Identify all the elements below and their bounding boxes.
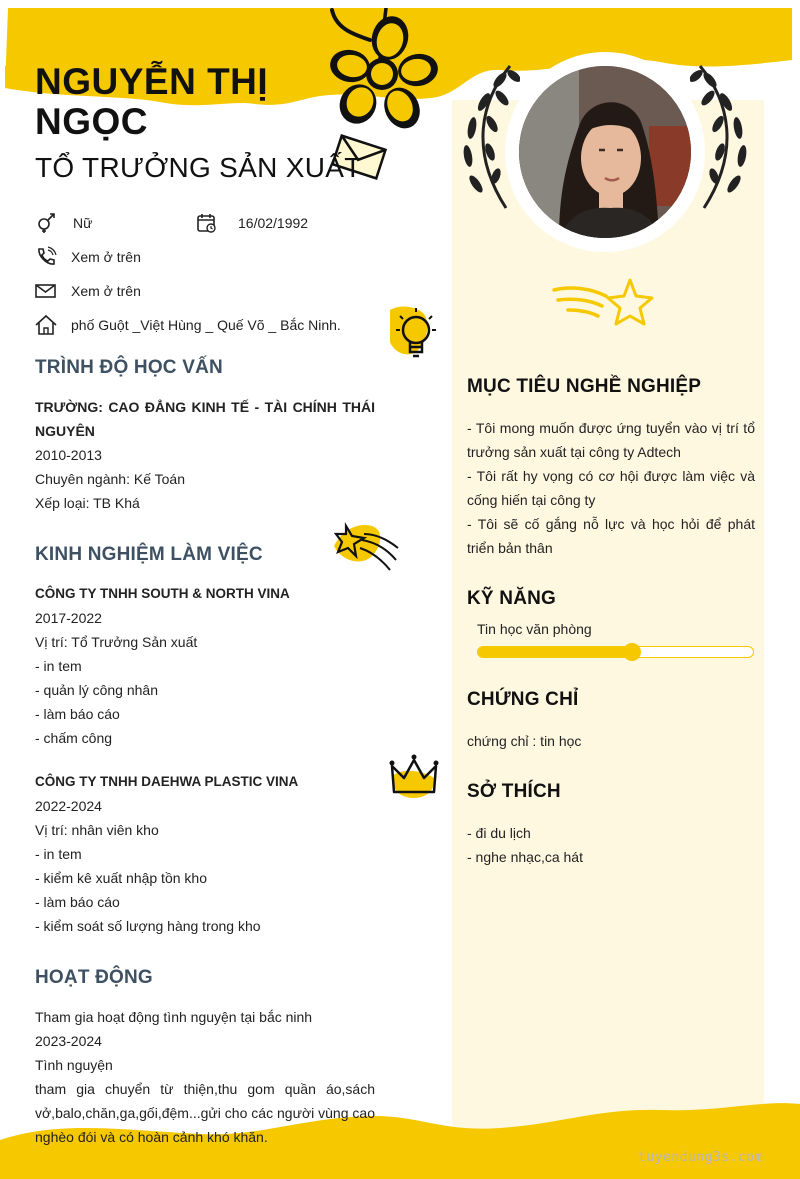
education-rank: Xếp loại: TB Khá (35, 495, 140, 511)
education-major: Chuyên ngành: Kế Toán (35, 471, 185, 487)
objective-block (467, 416, 755, 560)
job-task: - quản lý công nhân (35, 682, 158, 698)
right-column-panel (452, 100, 764, 1179)
job-company: CÔNG TY TNHH SOUTH & NORTH VINA (35, 586, 290, 601)
job-task: - in tem (35, 658, 82, 674)
candidate-title: TỔ TRƯỞNG SẢN XUẤT (35, 152, 362, 183)
gender-icon (35, 212, 57, 234)
hobbies-heading: SỞ THÍCH (467, 781, 561, 802)
skill-level-fill (478, 647, 632, 657)
job-task: - làm báo cáo (35, 706, 120, 722)
education-school: TRƯỜNG: CAO ĐẲNG KINH TẾ - TÀI CHÍNH THÁI NGUYÊN (35, 399, 375, 439)
lightbulb-doodle-icon (386, 302, 446, 368)
phone-row (35, 246, 141, 268)
job-company: CÔNG TY TNHH DAEHWA PLASTIC VINA (35, 774, 299, 789)
certificate-text: chứng chỉ : tin học (467, 733, 582, 749)
avatar-frame (505, 52, 705, 252)
education-block (35, 395, 375, 515)
address-row (35, 314, 341, 336)
phone-value: Xem ở trên (71, 249, 141, 265)
certificates-heading: CHỨNG CHỈ (467, 689, 579, 710)
star-doodle-icon (550, 276, 656, 330)
skill-level-bar (477, 646, 754, 658)
hobby-item: - đi du lịch (467, 825, 531, 841)
education-years: 2010-2013 (35, 447, 102, 463)
objective-line: - Tôi rất hy vọng có cơ hội được làm việc và cống hiến tại công ty (467, 468, 755, 508)
job-years: 2022-2024 (35, 798, 102, 814)
hobbies-block (467, 821, 755, 869)
experience-heading: KINH NGHIỆM LÀM VIỆC (35, 544, 263, 565)
candidate-name: NGUYỄN THỊ NGỌC (35, 61, 269, 142)
objective-heading: MỤC TIÊU NGHỀ NGHIỆP (467, 376, 702, 397)
home-icon (35, 314, 57, 336)
activity-years: 2023-2024 (35, 1033, 102, 1049)
job-entry (35, 770, 375, 938)
birthdate-value: 16/02/1992 (238, 215, 309, 231)
phone-icon (35, 246, 57, 268)
objective-line: - Tôi sẽ cố gắng nỗ lực và học hỏi để phát triển bản thân (467, 516, 755, 556)
email-icon (35, 280, 57, 302)
job-years: 2017-2022 (35, 610, 102, 626)
address-value: phố Guột _Việt Hùng _ Quế Võ _ Bắc Ninh. (71, 317, 341, 333)
gender-value: Nữ (73, 215, 93, 231)
job-entry (35, 582, 375, 750)
job-task: - in tem (35, 846, 82, 862)
email-row (35, 280, 141, 302)
job-task: - kiểm soát số lượng hàng trong kho (35, 918, 261, 934)
activity-title: Tham gia hoạt động tình nguyện tại bắc ninh (35, 1009, 313, 1025)
job-position: Vị trí: nhân viên kho (35, 822, 159, 838)
gender-row (35, 212, 92, 234)
hobby-item: - nghe nhạc,ca hát (467, 849, 583, 865)
activities-heading: HOẠT ĐỘNG (35, 967, 153, 988)
education-heading: TRÌNH ĐỘ HỌC VẤN (35, 357, 223, 378)
objective-line: - Tôi mong muốn được ứng tuyển vào vị trí tổ trưởng sản xuất tại công ty Adtech (467, 420, 755, 460)
job-position: Vị trí: Tổ Trưởng Sản xuất (35, 634, 198, 650)
skill-level-knob (623, 643, 641, 661)
shooting-star-doodle-icon (332, 516, 400, 578)
job-task: - làm báo cáo (35, 894, 120, 910)
watermark: tuyendung3s.com (638, 1150, 763, 1165)
activity-role: Tình nguyện (35, 1057, 113, 1073)
job-task: - chấm công (35, 730, 113, 746)
skills-heading: KỸ NĂNG (467, 588, 557, 609)
activity-description: tham gia chuyển từ thiện,thu gom quần áo,sách vở,balo,chăn,ga,gối,đệm...gửi cho các người vùng cao nghèo đói và có hoàn cảnh khó khăn. (35, 1081, 375, 1145)
crown-doodle-icon (388, 752, 440, 802)
birthdate-row (196, 212, 308, 234)
skill-name: Tin học văn phòng (477, 621, 592, 637)
activity-entry (35, 1005, 375, 1149)
avatar (519, 66, 691, 238)
calendar-icon (196, 212, 218, 234)
email-value: Xem ở trên (71, 283, 141, 299)
job-task: - kiểm kê xuất nhập tồn kho (35, 870, 207, 886)
